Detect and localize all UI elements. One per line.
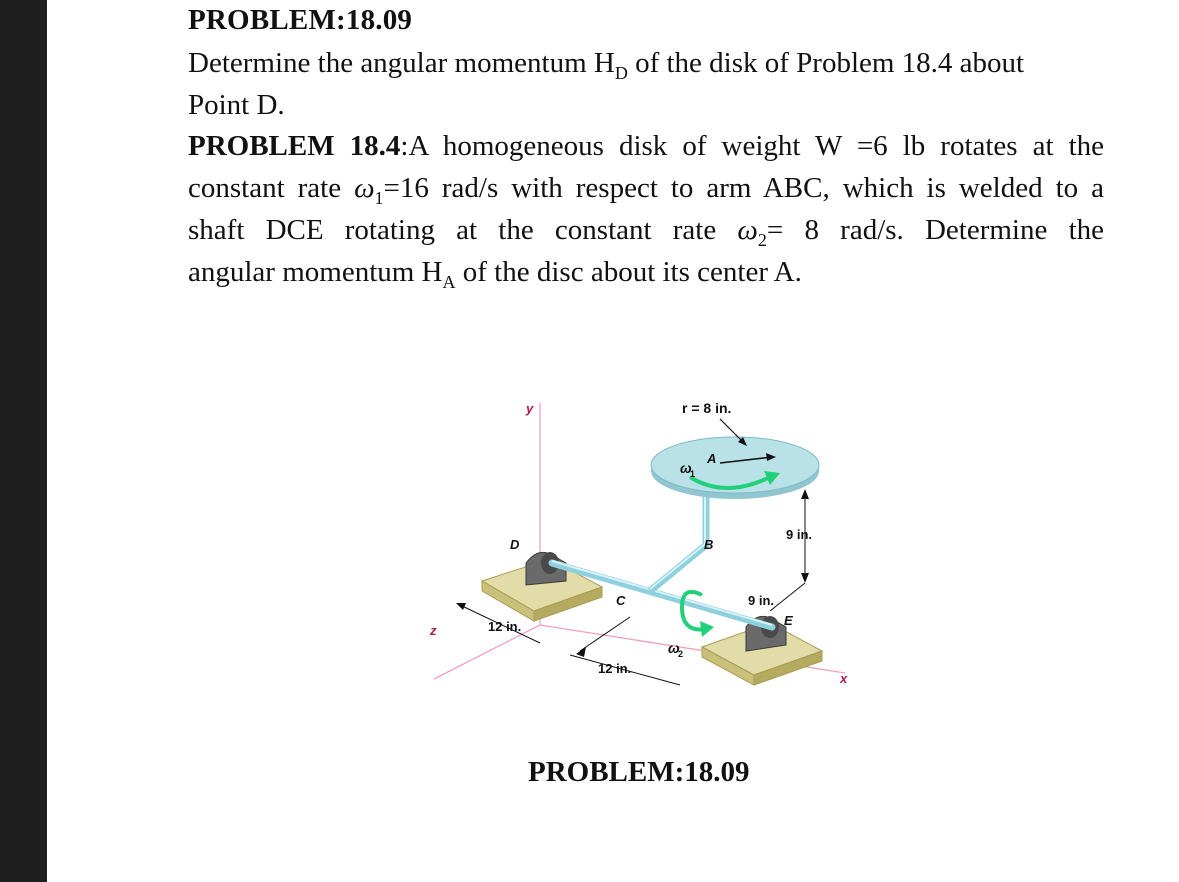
label-omega2-sub: 2 — [678, 649, 684, 659]
disk-shaft-figure — [420, 395, 880, 705]
omega-symbol-2: ω — [737, 214, 758, 246]
label-omega1: ω — [680, 460, 692, 476]
label-c: C — [616, 593, 626, 608]
label-omega2: ω — [668, 640, 680, 656]
figure-caption: PROBLEM:18.09 — [528, 756, 750, 788]
task-subscript-d: D — [614, 63, 628, 83]
subscript-a: A — [442, 272, 456, 292]
task-line-1 — [188, 43, 1104, 86]
ref-line-4-text-b: of the disc about its center A. — [455, 256, 802, 288]
label-radius: r = 8 in. — [682, 400, 732, 416]
bearing-d — [482, 552, 602, 621]
z-axis — [434, 625, 540, 679]
label-d: D — [510, 537, 520, 552]
omega-sub-1: 1 — [374, 188, 384, 208]
ref-line-4-text-a: angular momentum H — [188, 256, 443, 288]
label-z: z — [430, 623, 437, 638]
task-text-b: of the disk of Problem 18.4 about — [627, 47, 1025, 79]
ref-problem-label: PROBLEM 18.4 — [188, 130, 401, 162]
label-a: A — [707, 451, 717, 466]
arm-abc — [650, 481, 706, 591]
ref-line-3-text-b: = 8 rad/s. Determine the — [766, 214, 1104, 246]
dim-9in-vertical: 9 in. — [786, 527, 813, 542]
omega-sub-2: 2 — [757, 230, 767, 250]
dim-12in-left: 12 in. — [488, 619, 522, 634]
label-x: x — [840, 671, 848, 686]
problem-heading: PROBLEM:18.09 — [188, 4, 413, 36]
label-y: y — [526, 401, 534, 416]
ref-line-2-text-b: =16 rad/s with respect to arm ABC, which is welded to a — [383, 172, 1104, 204]
ref-line-1-text: :A homogeneous disk of weight W =6 lb rotates at the — [400, 130, 1104, 162]
label-b: B — [704, 537, 714, 552]
omega-symbol-1: ω — [354, 172, 375, 204]
task-line-2: Point D. — [188, 89, 285, 121]
label-e: E — [784, 613, 793, 628]
ref-line-3-text-a: shaft DCE rotating at the constant rate — [188, 214, 738, 246]
ref-line-2-text-a: constant rate — [188, 172, 355, 204]
ref-line-1 — [188, 126, 1104, 166]
label-omega1-sub: 1 — [690, 469, 696, 479]
dim-12in-right: 12 in. — [598, 661, 632, 676]
ref-line-4 — [188, 252, 1104, 295]
ref-line-3 — [188, 210, 1104, 253]
task-text-a: Determine the angular momentum H — [188, 47, 615, 79]
left-dark-panel — [0, 0, 47, 882]
dim-9in-horizontal: 9 in. — [748, 593, 775, 608]
ref-line-2 — [188, 168, 1104, 211]
disk — [651, 437, 819, 493]
